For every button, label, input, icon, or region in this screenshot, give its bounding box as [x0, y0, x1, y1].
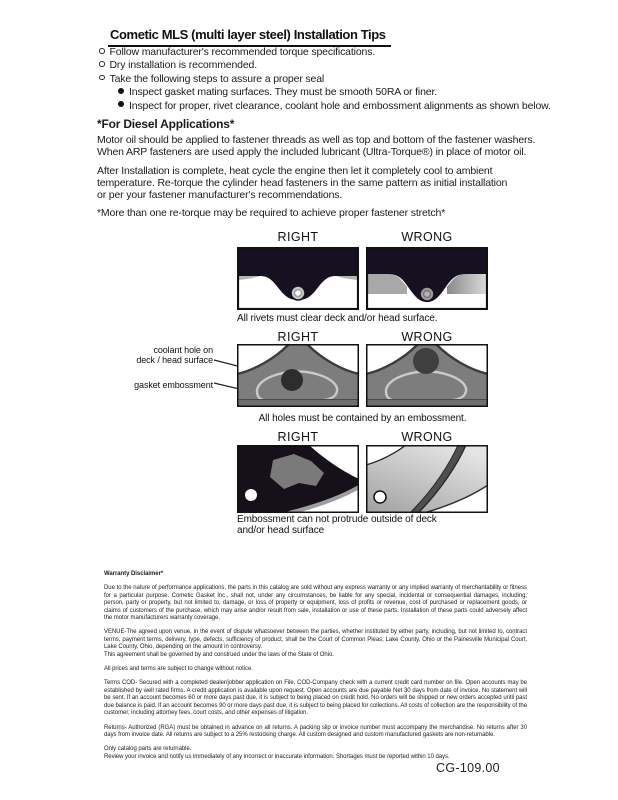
- coolant-hole-icon: [281, 369, 303, 391]
- paragraph-line: temperature. Re-torque the cylinder head fasteners in the same pattern as initial installation: [97, 177, 508, 190]
- invoice-review-line: Review your invoice and notify us immediately of any incorrect or inaccurate information. Shortages must be reported within 10 days.: [104, 753, 450, 760]
- protrusion-right-diagram: [237, 445, 359, 513]
- fig2-right-label: RIGHT: [277, 330, 319, 344]
- catalog-parts-line: Only catalog parts are returnable.: [104, 746, 192, 753]
- fig1-wrong-label: WRONG: [401, 230, 453, 244]
- diesel-paragraph-1: [97, 134, 535, 158]
- coolant-hole-icon: [413, 348, 439, 374]
- diesel-paragraph-2: [97, 165, 507, 202]
- label-line: deck / head surface: [136, 355, 213, 365]
- governing-law-line: This agreement shall be governed by and construed under the laws of the State of Ohio.: [104, 651, 334, 658]
- fig1-right-label: RIGHT: [277, 230, 319, 244]
- returns-paragraph: Returns- Authorized (RGA) must be obtained in advance on all returns. A packing slip or invoice number must accompany the merchandise. No returns after 30 days from invoice date. All returns are subject to a 25% restocking charge. All custom designed and custom manufactured gaskets are non-returnable.: [104, 724, 527, 738]
- fig2-caption: All holes must be contained by an embossment.: [258, 413, 467, 424]
- paragraph-line: Motor oil should be applied to fastener threads as well as top and bottom of the fastener washers.: [97, 134, 536, 146]
- label-line: coolant hole on: [153, 345, 213, 355]
- gasket-embossment-label: gasket embossment: [134, 380, 213, 390]
- caption-line: Embossment can not protrude outside of deck: [237, 514, 437, 525]
- embossment-wrong-diagram: [366, 344, 488, 407]
- open-bullet-icon: [99, 61, 105, 67]
- filled-bullet-icon: [118, 88, 124, 94]
- rivet-wrong-diagram: [366, 247, 488, 310]
- list-item-text: Follow manufacturer's recommended torque specifications.: [109, 46, 376, 58]
- bolt-hole-icon: [374, 491, 386, 503]
- venue-paragraph: VENUE-The agreed upon venue, in the event of dispute whatsoever between the parties, whether instituted by either party, including, but not limited to, contract terms, payment terms, delivery, type, defects, sufficiency of product, shall be the Court of Common Pleas, Lake County, Ohio or the Painesville Municipal Court, Lake County, Ohio, depending on the amount in controversy.: [104, 629, 527, 651]
- paragraph-line: When ARP fasteners are used apply the included lubricant (Ultra-Torque®) in place of motor oil.: [97, 146, 527, 159]
- caption-line: and/or head surface: [237, 524, 325, 536]
- list-item-text: Take the following steps to assure a proper seal: [109, 72, 325, 85]
- paragraph-line: After Installation is complete, heat cycle the engine then let it completely cool to ambient: [97, 165, 493, 177]
- protrusion-wrong-diagram: [366, 445, 488, 513]
- filled-bullet-icon: [118, 101, 124, 107]
- fig3-wrong-label: WRONG: [401, 430, 453, 444]
- diesel-applications-heading: *For Diesel Applications*: [97, 117, 235, 131]
- installation-tips-list: [99, 46, 551, 113]
- list-item-text: Inspect gasket mating surfaces. They must be smooth 50RA or finer.: [129, 86, 437, 99]
- paragraph-line: or per your fastener manufacturer's recommendations.: [97, 189, 343, 202]
- fig3-caption: [237, 515, 437, 536]
- open-bullet-icon: [99, 48, 105, 54]
- prices-terms-line: All prices and terms are subject to change without notice.: [104, 666, 253, 673]
- fig1-caption: All rivets must clear deck and/or head surface.: [237, 313, 438, 324]
- open-bullet-icon: [99, 75, 105, 81]
- bolt-hole-icon: [245, 489, 257, 501]
- page-title: Cometic MLS (multi layer steel) Installation Tips: [108, 27, 391, 47]
- embossment-right-diagram: [237, 344, 359, 407]
- list-item-text: Dry installation is recommended.: [109, 59, 258, 72]
- list-sub-item: [118, 100, 551, 113]
- rivet-right-diagram: [237, 247, 359, 310]
- list-item: [99, 73, 551, 86]
- fig3-right-label: RIGHT: [277, 430, 319, 444]
- warranty-disclaimer-heading: Warranty Disclaimer*: [104, 571, 164, 577]
- coolant-hole-label: [95, 345, 213, 365]
- fig2-wrong-label: WRONG: [401, 330, 453, 344]
- warranty-disclaimer-block: [104, 571, 527, 761]
- list-sub-item: [118, 86, 551, 99]
- disclaimer-paragraph: Due to the nature of performance applications, the parts in this catalog are sold without any express warranty or any implied warranty of merchantability or fitness for a particular purpose. Cometic Gasket Inc., shall not, under any circumstances, be liable for any special, incidental or consequential damages, including, person, party or property, but not limited to, damage, or loss of property or equipment, loss of profits or revenue, cost of purchased or replacement goods, or claims of customers of the purchase, which may arise and/or result from sale, installation or use of these parts. Installation of these parts could adversely affect the motor manufacturers warranty coverage.: [104, 585, 527, 622]
- retorque-note: *More than one re-torque may be required to achieve proper fastener stretch*: [97, 207, 446, 219]
- list-item-text: Inspect for proper, rivet clearance, coolant hole and embossment alignments as shown below.: [129, 99, 551, 112]
- list-item: [99, 46, 551, 59]
- list-item: [99, 59, 551, 72]
- document-number: CG-109.00: [436, 761, 500, 775]
- terms-paragraph: Terms COD- Secured with a completed dealer/jobber application on File, COD-Company check with a current credit card number on file. Open accounts may be established by well rated firms. A credit application is available upon request. Open accounts are due payable Net 30 days from date of invoice. No statement will be sent. If an account becomes 60 or more days past due, it is subject to being placed on credit hold. No orders will be shipped or new orders accepted until past due balance is paid. If an account becomes 90 or more days past due, it is subject to being placed for collections. All costs of collection are the responsibility of the customer, including attorney fees, court costs, and other expenses of litigation.: [104, 680, 527, 717]
